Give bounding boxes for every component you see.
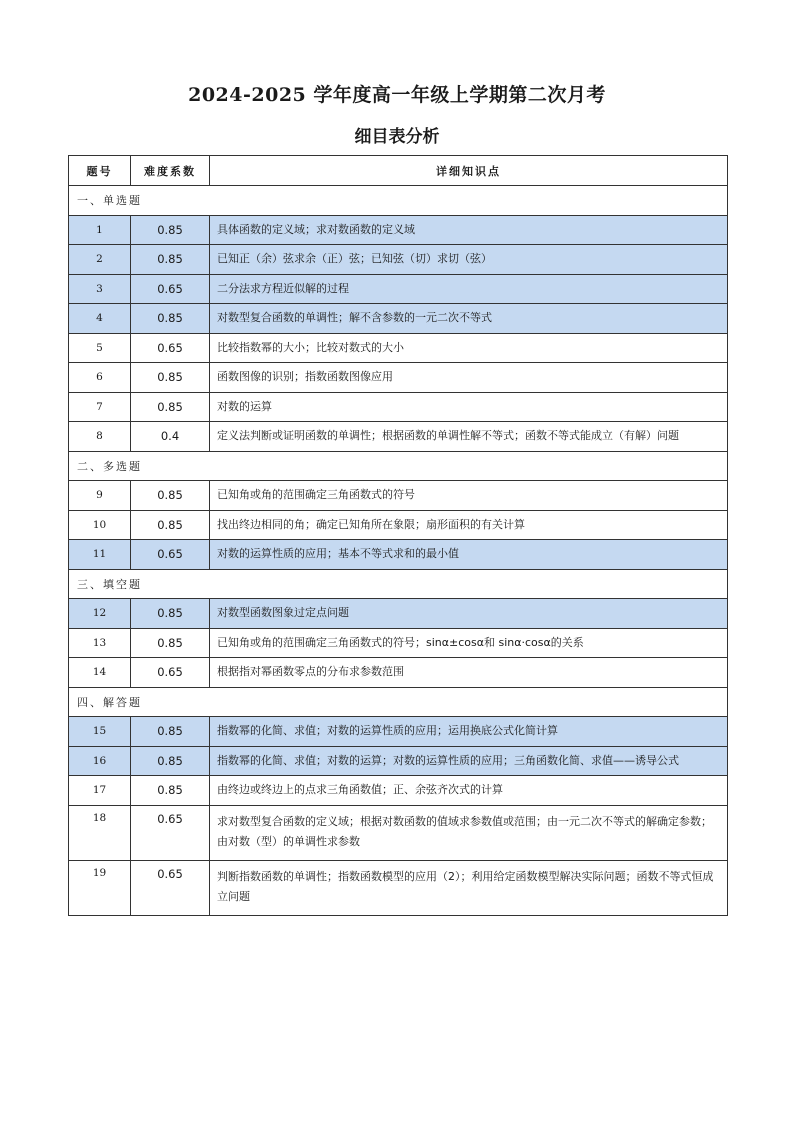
difficulty-value: 0.85: [131, 746, 210, 776]
header-num: 题号: [69, 156, 131, 186]
difficulty-value: 0.85: [131, 481, 210, 511]
knowledge-points: 定义法判断或证明函数的单调性；根据函数的单调性解不等式；函数不等式能成立（有解）问题: [210, 422, 728, 452]
question-number: 16: [69, 746, 131, 776]
knowledge-points: 根据指对幂函数零点的分布求参数范围: [210, 658, 728, 688]
difficulty-value: 0.85: [131, 215, 210, 245]
header-difficulty: 难度系数: [131, 156, 210, 186]
table-row: [69, 215, 728, 245]
question-number: 8: [69, 422, 131, 452]
knowledge-points: 指数幂的化简、求值；对数的运算；对数的运算性质的应用；三角函数化简、求值——诱导公式: [210, 746, 728, 776]
question-number: 15: [69, 717, 131, 747]
difficulty-value: 0.65: [131, 274, 210, 304]
question-number: 10: [69, 510, 131, 540]
knowledge-points: 指数幂的化简、求值；对数的运算性质的应用；运用换底公式化简计算: [210, 717, 728, 747]
knowledge-points: 已知正（余）弦求余（正）弦；已知弦（切）求切（弦）: [210, 245, 728, 275]
difficulty-value: 0.85: [131, 776, 210, 806]
difficulty-value: 0.85: [131, 717, 210, 747]
table-row: [69, 805, 728, 860]
table-row: [69, 304, 728, 334]
question-number: 14: [69, 658, 131, 688]
knowledge-points: 判断指数函数的单调性；指数函数模型的应用（2）；利用给定函数模型解决实际问题；函数不等式恒成立问题: [210, 860, 728, 915]
difficulty-value: 0.65: [131, 860, 210, 915]
difficulty-value: 0.85: [131, 510, 210, 540]
question-number: 3: [69, 274, 131, 304]
question-number: 9: [69, 481, 131, 511]
table-row: [69, 422, 728, 452]
difficulty-value: 0.65: [131, 658, 210, 688]
knowledge-points: 函数图像的识别；指数函数图像应用: [210, 363, 728, 393]
question-number: 18: [69, 805, 131, 860]
table-body: [69, 186, 728, 916]
section-row: [69, 451, 728, 481]
difficulty-value: 0.65: [131, 540, 210, 570]
section-row: [69, 687, 728, 717]
knowledge-points: 比较指数幂的大小；比较对数式的大小: [210, 333, 728, 363]
question-number: 19: [69, 860, 131, 915]
section-label: 四、解答题: [69, 687, 728, 717]
table-row: [69, 333, 728, 363]
table-row: [69, 392, 728, 422]
question-number: 6: [69, 363, 131, 393]
difficulty-value: 0.85: [131, 392, 210, 422]
knowledge-points: 对数的运算性质的应用；基本不等式求和的最小值: [210, 540, 728, 570]
difficulty-value: 0.85: [131, 245, 210, 275]
page-title: 2024-2025 学年度高一年级上学期第二次月考: [188, 84, 606, 106]
analysis-table: [68, 155, 728, 916]
knowledge-points: 二分法求方程近似解的过程: [210, 274, 728, 304]
question-number: 11: [69, 540, 131, 570]
table-row: [69, 245, 728, 275]
knowledge-points: 已知角或角的范围确定三角函数式的符号: [210, 481, 728, 511]
table-row: [69, 860, 728, 915]
table-row: [69, 540, 728, 570]
question-number: 7: [69, 392, 131, 422]
knowledge-points: 具体函数的定义域；求对数函数的定义域: [210, 215, 728, 245]
section-row: [69, 186, 728, 216]
table-row: [69, 628, 728, 658]
difficulty-value: 0.85: [131, 363, 210, 393]
section-label: 一、单选题: [69, 186, 728, 216]
difficulty-value: 0.85: [131, 628, 210, 658]
table-row: [69, 599, 728, 629]
table-row: [69, 481, 728, 511]
question-number: 2: [69, 245, 131, 275]
knowledge-points: 对数型函数图象过定点问题: [210, 599, 728, 629]
difficulty-value: 0.85: [131, 599, 210, 629]
table-header-row: [69, 156, 728, 186]
table-row: [69, 510, 728, 540]
question-number: 5: [69, 333, 131, 363]
question-number: 12: [69, 599, 131, 629]
knowledge-points: 求对数型复合函数的定义域；根据对数函数的值域求参数值或范围；由一元二次不等式的解确定参数；由对数（型）的单调性求参数: [210, 805, 728, 860]
header-knowledge: 详细知识点: [210, 156, 728, 186]
question-number: 13: [69, 628, 131, 658]
difficulty-value: 0.85: [131, 304, 210, 334]
table-row: [69, 363, 728, 393]
difficulty-value: 0.65: [131, 333, 210, 363]
knowledge-points: 已知角或角的范围确定三角函数式的符号；sinα±cosα和 sinα·cosα的关系: [210, 628, 728, 658]
table-row: [69, 658, 728, 688]
table-row: [69, 274, 728, 304]
question-number: 4: [69, 304, 131, 334]
question-number: 1: [69, 215, 131, 245]
question-number: 17: [69, 776, 131, 806]
knowledge-points: 由终边或终边上的点求三角函数值；正、余弦齐次式的计算: [210, 776, 728, 806]
section-row: [69, 569, 728, 599]
section-label: 二、多选题: [69, 451, 728, 481]
table-row: [69, 717, 728, 747]
page-subtitle: 细目表分析: [354, 127, 440, 147]
difficulty-value: 0.65: [131, 805, 210, 860]
table-row: [69, 746, 728, 776]
section-label: 三、填空题: [69, 569, 728, 599]
difficulty-value: 0.4: [131, 422, 210, 452]
knowledge-points: 对数的运算: [210, 392, 728, 422]
table-row: [69, 776, 728, 806]
knowledge-points: 找出终边相同的角；确定已知角所在象限；扇形面积的有关计算: [210, 510, 728, 540]
knowledge-points: 对数型复合函数的单调性；解不含参数的一元二次不等式: [210, 304, 728, 334]
